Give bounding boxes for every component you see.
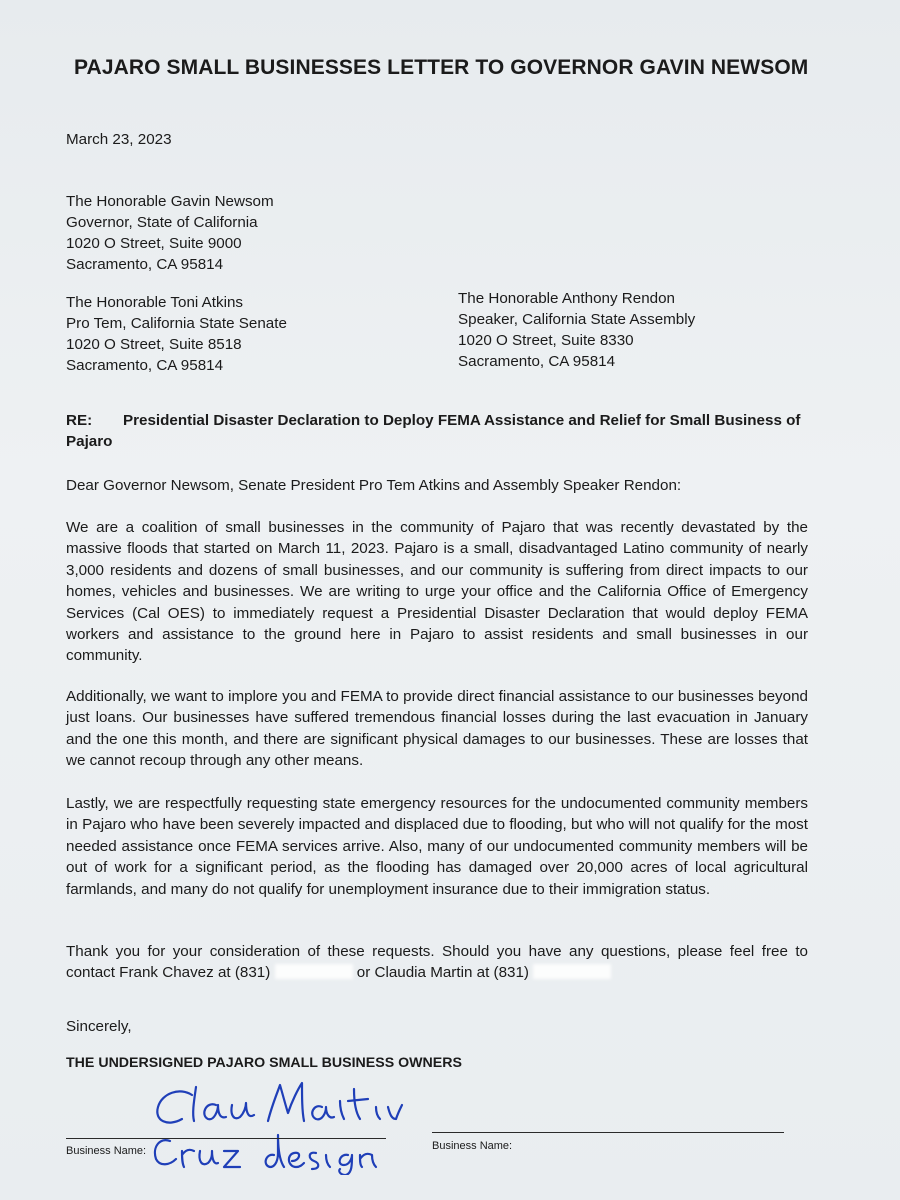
letter-title: PAJARO SMALL BUSINESSES LETTER TO GOVERNOR GAVIN NEWSOM xyxy=(74,56,809,79)
closing: Sincerely, xyxy=(66,1018,132,1035)
recipient-street: 1020 O Street, Suite 8330 xyxy=(458,332,634,349)
signature-line-right xyxy=(432,1132,784,1133)
recipient-city: Sacramento, CA 95814 xyxy=(458,353,616,370)
body-paragraph: Lastly, we are respectfully requesting state emergency resources for the undocumented community members in Pajaro who have been severely impacted and displaced due to flooding, but who will not qualify for the most needed assistance once FEMA services arrive. Also, many of our undocumented community members will be out of work for a significant period, as the flooding has damaged over 20,000 acres of local agricultural farmlands, and many do not qualify for unemployment insurance due to their immigration status. xyxy=(66,795,808,898)
subject-text: Presidential Disaster Declaration to Deploy FEMA Assistance and Relief for Small Business of Pajaro xyxy=(66,412,801,450)
recipient-name: The Honorable Gavin Newsom xyxy=(66,193,274,210)
letter-date: March 23, 2023 xyxy=(66,131,172,148)
subject-label: RE: xyxy=(66,412,93,429)
recipient-title: Governor, State of California xyxy=(66,214,258,231)
thanks-text-contact: or Claudia Martin at (831) xyxy=(356,964,529,982)
subject-line xyxy=(66,410,826,452)
undersigned-heading: THE UNDERSIGNED PAJARO SMALL BUSINESS OWNERS xyxy=(66,1055,462,1071)
recipient-address-assembly xyxy=(458,288,695,372)
recipient-title: Pro Tem, California State Senate xyxy=(66,315,287,332)
redacted-phone xyxy=(275,964,353,979)
signature-line-left xyxy=(66,1138,386,1139)
redacted-phone xyxy=(533,964,611,979)
recipient-name: The Honorable Anthony Rendon xyxy=(458,290,675,307)
recipient-address-senate xyxy=(66,292,287,376)
salutation: Dear Governor Newsom, Senate President Pro Tem Atkins and Assembly Speaker Rendon: xyxy=(66,477,682,494)
recipient-street: 1020 O Street, Suite 9000 xyxy=(66,235,242,252)
thanks-paragraph xyxy=(66,941,808,984)
recipient-address-governor xyxy=(66,191,274,275)
recipient-city: Sacramento, CA 95814 xyxy=(66,357,224,374)
recipient-street: 1020 O Street, Suite 8518 xyxy=(66,336,242,353)
thanks-text: Thank you for your consideration of these requests. Should you have any questions, please feel free to contact Frank Chavez at (831) xyxy=(66,943,808,982)
body-paragraph: Additionally, we want to implore you and FEMA to provide direct financial assistance to our businesses beyond just loans. Our businesses have suffered tremendous financial losses during the last evacuation in January and the one this month, and there are significant physical damages to our businesses. These are losses that we cannot recoup through any other means. xyxy=(66,688,808,770)
recipient-city: Sacramento, CA 95814 xyxy=(66,256,224,273)
body-paragraph: We are a coalition of small businesses in the community of Pajaro that was recently devastated by the massive floods that started on March 11, 2023. Pajaro is a small, disadvantaged Latino community of nearly 3,000 residents and dozens of small businesses, and our community is suffering from direct impacts to our homes, vehicles and businesses. We are writing to urge your office and the California Office of Emergency Services (Cal OES) to immediately request a Presidential Disaster Declaration that would deploy FEMA workers and assistance to the ground here in Pajaro to assist residents and small businesses in our community. xyxy=(66,519,808,665)
recipient-title: Speaker, California State Assembly xyxy=(458,311,696,328)
business-name-label-left: Business Name: xyxy=(66,1145,147,1157)
handwritten-signature xyxy=(140,1075,420,1175)
recipient-name: The Honorable Toni Atkins xyxy=(66,294,244,311)
business-name-label-right: Business Name: xyxy=(432,1140,513,1152)
